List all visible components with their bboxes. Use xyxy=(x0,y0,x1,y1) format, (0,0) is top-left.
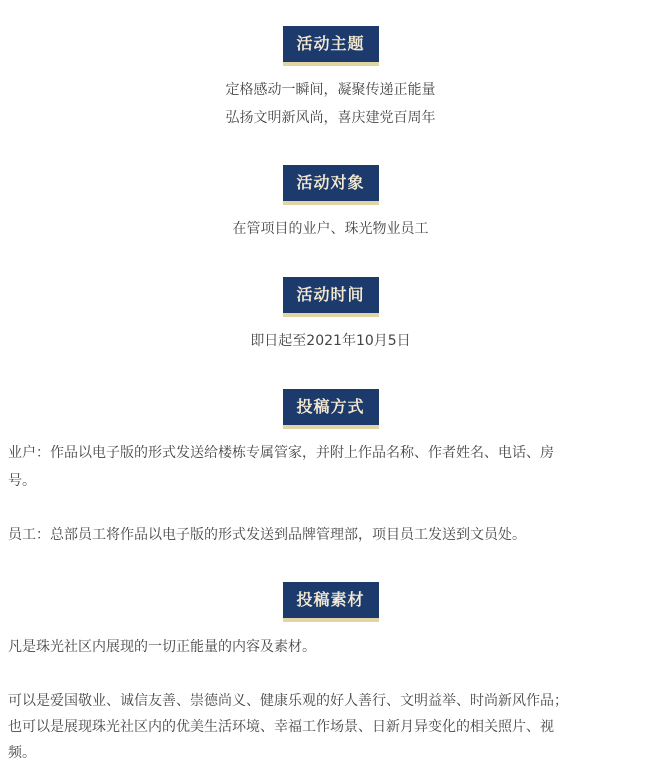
target-line: 在管项目的业户、珠光物业员工 xyxy=(232,221,429,237)
section-title-theme: 活动主题 xyxy=(283,26,379,66)
submission-owner-line-1: 业户：作品以电子版的形式发送给楼栋专属管家，并附上作品名称、作者姓名、电话、房 xyxy=(8,445,554,461)
section-title-material: 投稿素材 xyxy=(283,582,379,622)
submission-staff-paragraph: 员工：总部员工将作品以电子版的形式发送到品牌管理部，项目员工发送到文员处。 xyxy=(8,527,526,543)
section-title-time: 活动时间 xyxy=(283,277,379,317)
section-title-submission: 投稿方式 xyxy=(283,389,379,429)
material-paragraph-2-line-3: 频。 xyxy=(8,745,36,761)
section-title-target: 活动对象 xyxy=(283,165,379,205)
material-paragraph-1: 凡是珠光社区内展现的一切正能量的内容及素材。 xyxy=(8,639,316,655)
theme-line-2: 弘扬文明新风尚，喜庆建党百周年 xyxy=(225,110,436,126)
material-paragraph-2-line-1: 可以是爱国敬业、诚信友善、崇德尚义、健康乐观的好人善行、文明益举、时尚新风作品； xyxy=(8,693,568,709)
material-paragraph-2-line-2: 也可以是展现珠光社区内的优美生活环境、幸福工作场景、日新月异变化的相关照片、视 xyxy=(8,719,554,735)
theme-line-1: 定格感动一瞬间，凝聚传递正能量 xyxy=(225,82,436,98)
time-line: 即日起至2021年10月5日 xyxy=(250,333,411,349)
submission-owner-line-2: 号。 xyxy=(8,473,36,489)
